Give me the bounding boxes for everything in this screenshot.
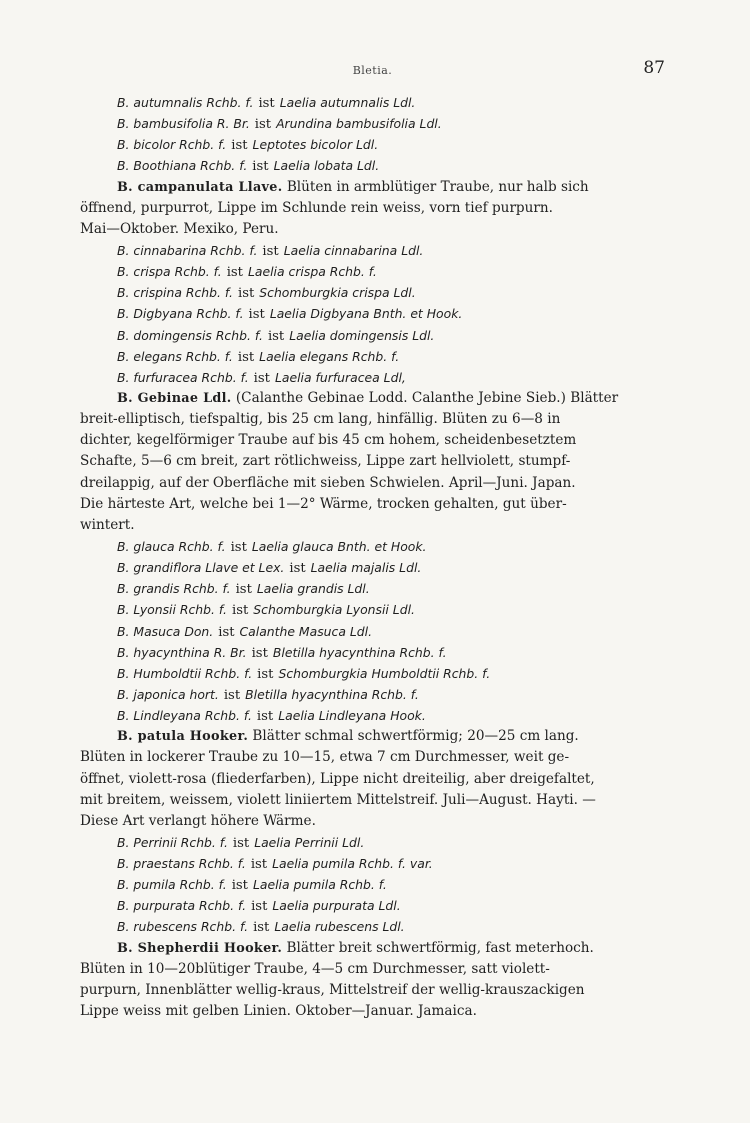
- entry-text: öffnend, purpurrot, Lippe im Schlunde rein weiss, vorn tief purpurn.: [80, 199, 553, 216]
- entry-text: Blüten in 10—20blütiger Traube, 4—5 cm Durchmesser, satt violett-: [80, 960, 550, 977]
- species-entry: [80, 388, 665, 536]
- entry-text: Mai—Oktober. Mexiko, Peru.: [80, 220, 279, 237]
- synonym-name: B. pumila Rchb. f.: [117, 877, 227, 893]
- synonym-line: [80, 642, 665, 663]
- entry-text: Lippe weiss mit gelben Linien. Oktober—Januar. Jamaica.: [80, 1003, 477, 1020]
- synonym-target: Schomburgkia Humboldtii Rchb. f.: [278, 665, 491, 681]
- synonym-target: Laelia autumnalis Ldl.: [279, 95, 416, 110]
- entry-text: Schafte, 5—6 cm breit, zart rötlichweiss, Lippe zart hellviolett, stumpf-: [80, 453, 571, 470]
- synonym-name: B. hyacynthina R. Br.: [117, 644, 247, 660]
- species-name: B. campanulata Llave.: [117, 179, 283, 195]
- synonym-name: B. japonica hort.: [117, 686, 219, 702]
- synonym-connector: ist: [237, 286, 255, 302]
- synonym-name: B. rubescens Rchb. f.: [117, 919, 249, 935]
- entry-text: Diese Art verlangt höhere Wärme.: [80, 812, 316, 829]
- synonym-target: Laelia elegans Rchb. f.: [259, 348, 400, 364]
- synonym-target: Laelia crispa Rchb. f.: [247, 264, 377, 280]
- synonym-target: Laelia domingensis Ldl.: [289, 327, 435, 343]
- synonym-connector: ist: [251, 899, 268, 915]
- synonym-connector: ist: [262, 243, 279, 259]
- entry-first-line: [80, 388, 665, 409]
- species-name: B. patula Hooker.: [117, 729, 249, 745]
- synonym-line: [80, 578, 665, 599]
- entry-text-line: [80, 430, 665, 451]
- entry-text-line: [80, 451, 665, 472]
- synonym-line: [80, 282, 665, 303]
- synonym-target: Laelia Perrinii Ldl.: [254, 834, 365, 850]
- synonym-name: B. furfuracea Rchb. f.: [117, 369, 249, 385]
- page-number: 87: [643, 58, 665, 78]
- synonym-target: Laelia Digbyana Bnth. et Hook.: [269, 306, 463, 322]
- synonym-name: B. elegans Rchb. f.: [117, 348, 233, 364]
- synonym-connector: ist: [230, 539, 247, 555]
- synonym-target: Arundina bambusifolia Ldl.: [276, 116, 442, 132]
- species-entry: [80, 726, 665, 832]
- synonym-name: B. autumnalis Rchb. f.: [117, 95, 254, 110]
- synonym-connector: ist: [232, 603, 249, 619]
- synonym-name: B. grandiflora Llave et Lex.: [117, 560, 285, 576]
- running-head: Bletia.: [352, 64, 393, 77]
- synonym-name: B. bambusifolia R. Br.: [117, 116, 250, 132]
- synonym-connector: ist: [257, 666, 274, 682]
- synonym-name: B. domingensis Rchb. f.: [117, 327, 263, 343]
- synonym-connector: ist: [235, 582, 252, 598]
- synonym-name: B. purpurata Rchb. f.: [117, 898, 247, 914]
- synonym-name: B. Lyonsii Rchb. f.: [117, 602, 227, 618]
- synonym-name: B. Boothiana Rchb. f.: [117, 158, 248, 174]
- entry-text: Blüten in armblütiger Traube, nur halb sich: [282, 178, 589, 195]
- species-name: B. Gebinae Ldl.: [117, 390, 232, 406]
- synonym-line: [80, 621, 665, 642]
- synonym-connector: ist: [253, 920, 270, 936]
- page-header: [80, 58, 665, 84]
- synonym-connector: ist: [223, 687, 241, 703]
- synonym-target: Laelia majalis Ldl.: [310, 560, 422, 576]
- entry-text-line: [80, 959, 665, 980]
- synonym-connector: ist: [231, 138, 248, 154]
- synonym-line: [80, 895, 665, 916]
- entry-text-line: [80, 409, 665, 430]
- synonym-connector: ist: [256, 709, 274, 725]
- synonym-target: Bletilla hyacynthina Rchb. f.: [245, 686, 419, 702]
- synonym-name: B. Humboldtii Rchb. f.: [117, 665, 253, 681]
- entry-text-line: [80, 811, 665, 832]
- entry-text-line: [80, 473, 665, 494]
- species-entry: [80, 938, 665, 1023]
- synonym-line: [80, 853, 665, 874]
- synonym-connector: ist: [267, 328, 285, 344]
- synonym-line: [80, 240, 665, 261]
- species-entry: [80, 177, 665, 240]
- synonym-line: [80, 874, 665, 895]
- synonym-connector: ist: [289, 561, 306, 577]
- synonym-line: [80, 705, 665, 726]
- entry-text: wintert.: [80, 516, 135, 533]
- synonym-connector: ist: [226, 265, 243, 281]
- synonym-target: Laelia glauca Bnth. et Hook.: [251, 538, 427, 554]
- synonym-line: [80, 155, 665, 176]
- entry-text: Blätter schmal schwertförmig; 20—25 cm lang.: [248, 728, 579, 745]
- entry-text-line: [80, 494, 665, 515]
- synonym-line: [80, 303, 665, 324]
- synonym-target: Laelia Lindleyana Hook.: [278, 708, 426, 724]
- synonym-name: B. grandis Rchb. f.: [117, 581, 231, 597]
- synonym-name: B. crispina Rchb. f.: [117, 285, 233, 301]
- entry-text: dichter, kegelförmiger Traube auf bis 45 cm hohem, scheidenbesetztem: [80, 432, 577, 449]
- synonym-target: Bletilla hyacynthina Rchb. f.: [272, 644, 447, 660]
- species-name: B. Shepherdii Hooker.: [117, 940, 283, 956]
- entry-text-line: [80, 980, 665, 1001]
- synonym-line: [80, 367, 665, 388]
- synonym-connector: ist: [231, 878, 248, 894]
- synonym-line: [80, 134, 665, 155]
- entry-text-line: [80, 198, 665, 219]
- synonym-connector: ist: [250, 857, 268, 873]
- synonym-target: Laelia lobata Ldl.: [273, 158, 380, 174]
- synonym-line: [80, 346, 665, 367]
- synonym-line: [80, 113, 665, 134]
- synonym-line: [80, 832, 665, 853]
- page-body: [80, 92, 665, 1022]
- entry-text-line: [80, 790, 665, 811]
- synonym-line: [80, 92, 665, 113]
- synonym-line: [80, 536, 665, 557]
- synonym-target: Laelia furfuracea Ldl,: [274, 369, 406, 385]
- synonym-connector: ist: [248, 307, 265, 323]
- synonym-target: Calanthe Masuca Ldl.: [239, 623, 373, 639]
- synonym-connector: ist: [218, 624, 235, 640]
- synonym-connector: ist: [252, 159, 269, 175]
- synonym-line: [80, 916, 665, 937]
- entry-text: Blüten in lockerer Traube zu 10—15, etwa 7 cm Durchmesser, weit ge-: [80, 749, 570, 766]
- entry-text-line: [80, 747, 665, 768]
- synonym-target: Laelia cinnabarina Ldl.: [283, 242, 424, 258]
- synonym-target: Laelia grandis Ldl.: [256, 581, 370, 597]
- entry-text-line: [80, 769, 665, 790]
- synonym-line: [80, 261, 665, 282]
- entry-text: öffnet, violett-rosa (fliederfarben), Lippe nicht dreiteilig, aber dreigefaltet,: [80, 770, 595, 787]
- synonym-line: [80, 663, 665, 684]
- synonym-connector: ist: [258, 96, 275, 111]
- synonym-target: Laelia pumila Rchb. f.: [252, 877, 387, 893]
- synonym-name: B. Lindleyana Rchb. f.: [117, 708, 252, 724]
- synonym-name: B. crispa Rchb. f.: [117, 264, 222, 280]
- synonym-connector: ist: [237, 349, 255, 365]
- entry-first-line: [80, 938, 665, 959]
- entry-text: (Calanthe Gebinae Lodd. Calanthe Jebine Sieb.) Blätter: [231, 389, 619, 406]
- synonym-name: B. glauca Rchb. f.: [117, 538, 226, 554]
- entry-text: purpurn, Innenblätter wellig-kraus, Mittelstreif der wellig-krauszackigen: [80, 981, 585, 998]
- entry-first-line: [80, 726, 665, 747]
- synonym-target: Laelia pumila Rchb. f. var.: [272, 856, 433, 872]
- synonym-name: B. cinnabarina Rchb. f.: [117, 242, 258, 258]
- entry-text: dreilappig, auf der Oberfläche mit sieben Schwielen. April—Juni. Japan.: [80, 474, 576, 491]
- synonym-connector: ist: [251, 645, 268, 661]
- synonym-target: Laelia purpurata Ldl.: [272, 898, 401, 914]
- entry-text-line: [80, 219, 665, 240]
- entry-text: Die härteste Art, welche bei 1—2° Wärme, trocken gehalten, gut über-: [80, 495, 567, 512]
- synonym-name: B. praestans Rchb. f.: [117, 856, 246, 872]
- synonym-connector: ist: [232, 835, 250, 851]
- synonym-target: Schomburgkia crispa Ldl.: [259, 285, 416, 301]
- entry-text: mit breitem, weissem, violett liniiertem Mittelstreif. Juli—August. Hayti. —: [80, 791, 596, 808]
- synonym-line: [80, 684, 665, 705]
- entry-text-line: [80, 1001, 665, 1022]
- synonym-connector: ist: [253, 370, 270, 386]
- synonym-line: [80, 557, 665, 578]
- synonym-name: B. Perrinii Rchb. f.: [117, 834, 228, 850]
- synonym-name: B. Digbyana Rchb. f.: [117, 306, 244, 322]
- entry-first-line: [80, 177, 665, 198]
- synonym-target: Laelia rubescens Ldl.: [274, 919, 405, 935]
- entry-text-line: [80, 515, 665, 536]
- entry-text: breit-elliptisch, tiefspaltig, bis 25 cm lang, hinfällig. Blüten zu 6—8 in: [80, 411, 561, 428]
- synonym-target: Leptotes bicolor Ldl.: [252, 137, 379, 153]
- synonym-connector: ist: [254, 117, 272, 133]
- synonym-name: B. bicolor Rchb. f.: [117, 137, 227, 153]
- synonym-target: Schomburgkia Lyonsii Ldl.: [253, 602, 415, 618]
- synonym-line: [80, 599, 665, 620]
- synonym-name: B. Masuca Don.: [117, 623, 214, 639]
- synonym-line: [80, 325, 665, 346]
- entry-text: Blätter breit schwertförmig, fast meterhoch.: [282, 939, 594, 956]
